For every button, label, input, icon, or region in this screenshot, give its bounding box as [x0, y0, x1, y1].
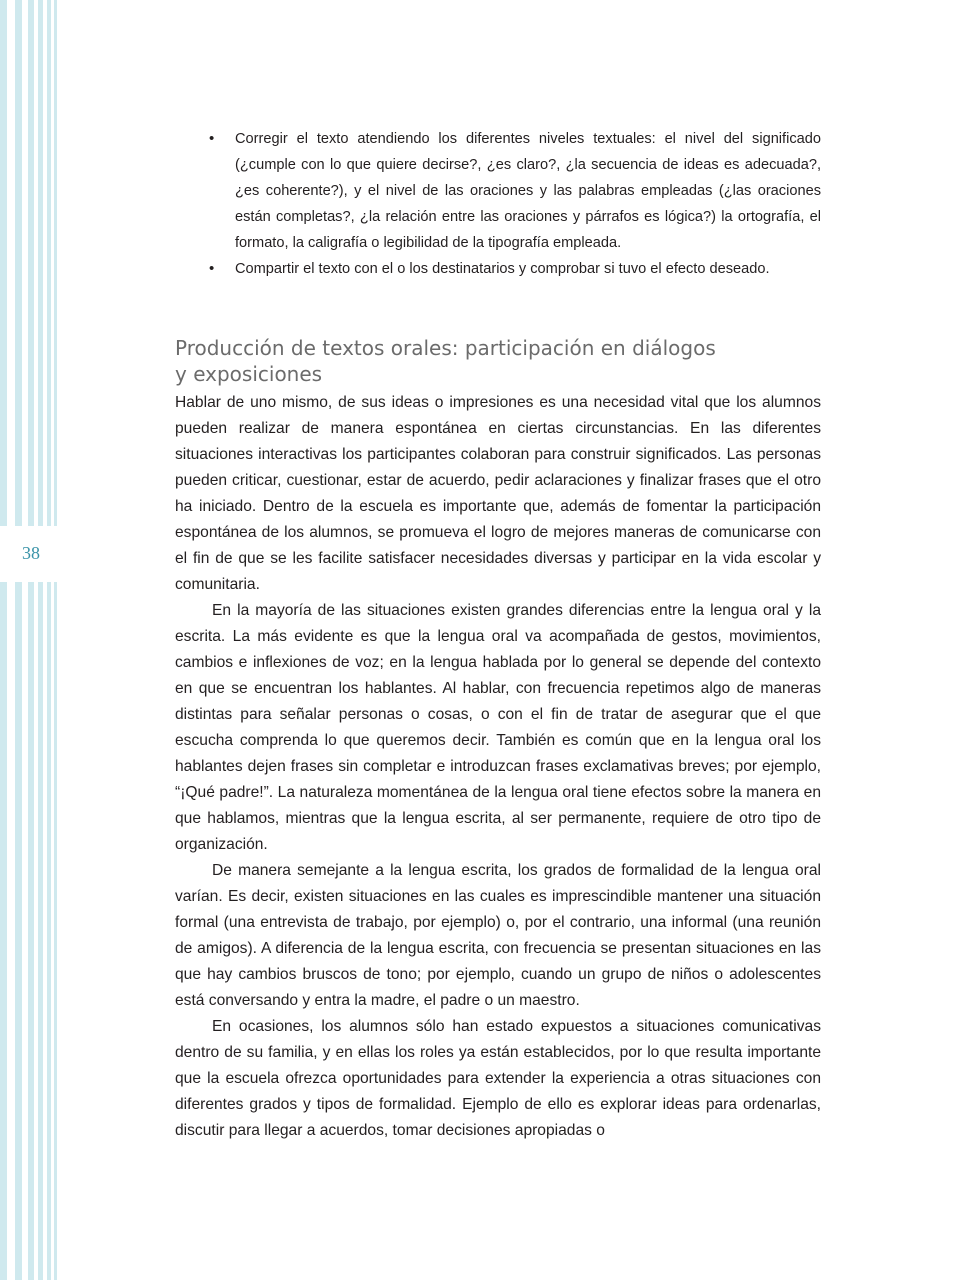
bullet-icon: •	[209, 260, 215, 277]
bullet-item	[175, 126, 821, 256]
decorative-margin-stripes	[0, 0, 60, 1280]
paragraph: De manera semejante a la lengua escrita, los grados de formalidad de la lengua oral varían. Es decir, existen situaciones en las cuales es imprescindible mantener una situación formal (una entrevista de trabajo, por ejemplo) o, por el contrario, una informal (una reunión de amigos). A diferencia de la lengua escrita, con frecuencia se presentan situaciones en las que hay cambios bruscos de tono; por ejemplo, cuando un grupo de niños o adolescentes está conversando y entra la madre, el padre o un maestro.	[175, 862, 821, 1009]
section-heading-line-1: Producción de textos orales: participación en diálogos	[175, 336, 716, 360]
bullet-text: Compartir el texto con el o los destinatarios y comprobar si tuvo el efecto deseado.	[235, 261, 770, 277]
paragraph: Hablar de uno mismo, de sus ideas o impresiones es una necesidad vital que los alumnos pueden realizar de manera espontánea en ciertas circunstancias. En las diferentes situaciones interactivas los participantes colaboran para construir significados. Las personas pueden criticar, cuestionar, estar de acuerdo, pedir aclaraciones y finalizar frases que el otro ha iniciado. Dentro de la escuela es importante que, además de fomentar la participación espontánea de los alumnos, se promueva el logro de mejores maneras de comunicarse con el fin de que se les facilite satisfacer necesidades diversas y participar en la vida escolar y comunitaria.	[175, 394, 821, 593]
page-number: 38	[22, 543, 40, 563]
bullet-icon: •	[209, 130, 215, 147]
bullet-text: Corregir el texto atendiendo los diferentes niveles textuales: el nivel del significado (¿cumple con lo que quiere decirse?, ¿es claro?, ¿la secuencia de ideas es adecuada?, ¿es coherente?), y el nivel de las oraciones y las palabras empleadas (¿las oraciones están completas?, ¿la relación entre las oraciones y párrafos es lógica?) la ortografía, el formato, la caligrafía o legibilidad de la tipografía empleada.	[235, 131, 821, 251]
page-content	[175, 126, 821, 1144]
section-heading	[175, 335, 821, 387]
bullet-list	[175, 126, 821, 282]
bullet-item	[175, 256, 821, 282]
paragraph: En ocasiones, los alumnos sólo han estado expuestos a situaciones comunicativas dentro de su familia, y en ellas los roles ya están establecidos, por lo que resulta importante que la escuela ofrezca oportunidades para extender la experiencia a otras situaciones con diferentes grados y tipos de formalidad. Ejemplo de ello es explorar ideas para ordenarlas, discutir para llegar a acuerdos, tomar decisiones apropiadas o	[175, 1018, 821, 1139]
paragraph: En la mayoría de las situaciones existen grandes diferencias entre la lengua oral y la escrita. La más evidente es que la lengua oral va acompañada de gestos, movimientos, cambios e inflexiones de voz; en la lengua hablada por lo general se depende del contexto en que se encuentran los hablantes. Al hablar, con frecuencia repetimos algo de maneras distintas para señalar personas o cosas, o con el fin de tratar de asegurar que el que escucha comprenda lo que queremos decir. También es común que en la lengua oral los hablantes dejen frases sin completar e introduzcan frases exclamativas breves; por ejemplo, “¡Qué padre!”. La naturaleza momentánea de la lengua oral tiene efectos sobre la manera en que hablamos, mientras que la lengua escrita, al ser permanente, requiere de otro tipo de organización.	[175, 602, 821, 853]
section-heading-line-2: y exposiciones	[175, 362, 323, 386]
